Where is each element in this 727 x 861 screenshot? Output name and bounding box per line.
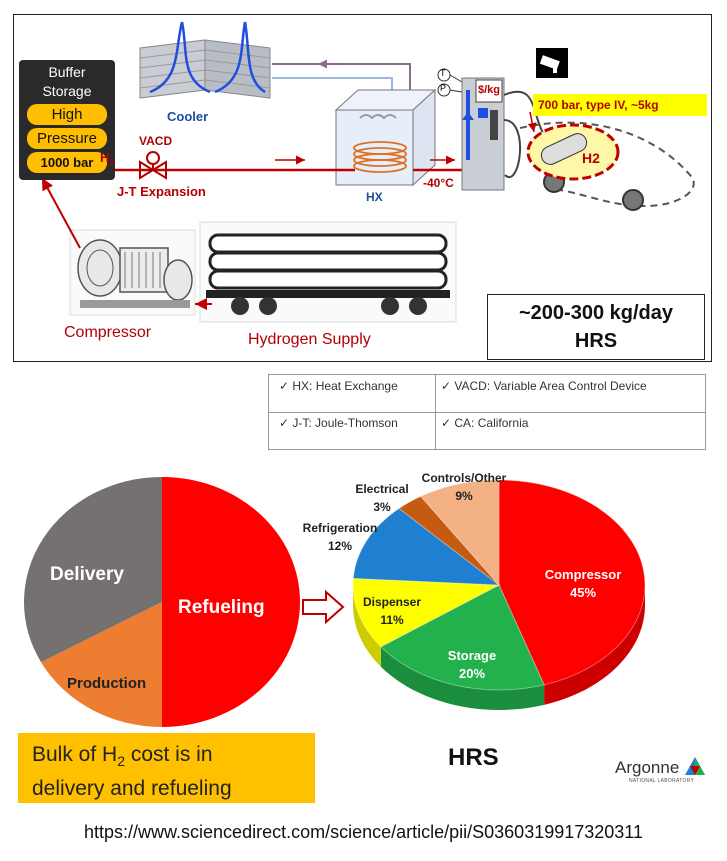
hx-label: HX [366,190,383,204]
buffer-pill-high: High [27,104,107,125]
pie1-label-production: Production [67,675,147,692]
pressure-sensor-label: P [440,83,447,93]
source-url-link[interactable]: https://www.sciencedirect.com/science/article/pii/S0360319917320311 [84,822,643,842]
hydrogen-supply-label: Hydrogen Supply [248,331,371,348]
capacity-line1: ~200-300 kg/day [519,302,673,324]
legend-hx: ✓ HX: Heat Exchange [279,379,398,393]
argonne-logo: Argonne NATIONAL LABORATORY [615,756,706,784]
buffer-title-line2: Storage [42,83,92,99]
pie2-label-electrical: Electrical 3% [355,482,409,514]
pie2-label-controls: Controls/Other 9% [421,471,507,503]
buffer-pill-pressure: Pressure [27,128,107,149]
buffer-pill-1000-bar: 1000 bar [27,152,107,173]
pie2-label-refrigeration: Refrigeration 12% [302,521,378,553]
pie2-label-storage: Storage 20% [447,648,497,681]
compressor-label: Compressor [64,324,152,341]
camera-icon [536,48,568,78]
vehicle-wheel-icon [623,190,643,210]
bulk-note-line2: delivery and refueling [32,777,232,801]
hrs-pie-title: HRS [448,744,499,771]
cooler-icon [140,22,270,98]
temperature-sensor-label: T [440,68,446,78]
vehicle-tank-spec-label: 700 bar, type IV, ~5kg [538,98,659,112]
pie2-label-dispenser: Dispenser 11% [362,595,422,627]
tube-trailer-icon [200,222,456,322]
argonne-triangle-icon [684,756,706,776]
h2-flow-label: $H_2$ [100,150,115,168]
legend-ca: ✓ CA: California [441,416,529,430]
capacity-line2: HRS [574,330,618,352]
station-capacity-box [487,294,705,360]
buffer-title-line1: Buffer [48,64,86,80]
temperature-label: -40°C [423,176,454,190]
bulk-note-line1: Bulk of $H_2$ cost is in [32,743,213,770]
vacd-label: VACD [139,134,173,148]
tank-h2-label: H2 [582,150,600,166]
arrow-icon [303,592,343,622]
compressor-icon [70,230,195,315]
pie2-label-compressor: Compressor 45% [544,567,622,600]
legend-vacd: ✓ VACD: Variable Area Control Device [441,379,647,393]
pie1-label-delivery: Delivery [50,564,124,585]
cooler-label: Cooler [167,109,209,124]
bulk-cost-note [18,733,315,803]
legend-jt: ✓ J-T: Joule-Thomson [279,416,398,430]
jt-expansion-label: J-T Expansion [117,184,206,199]
pie1-label-refueling: Refueling [178,597,265,618]
vehicle-tank-spec-box [533,94,707,116]
price-per-kg-label: $/kg [478,84,501,96]
abbreviation-table [268,374,706,450]
vacd-valve-icon [140,152,166,178]
